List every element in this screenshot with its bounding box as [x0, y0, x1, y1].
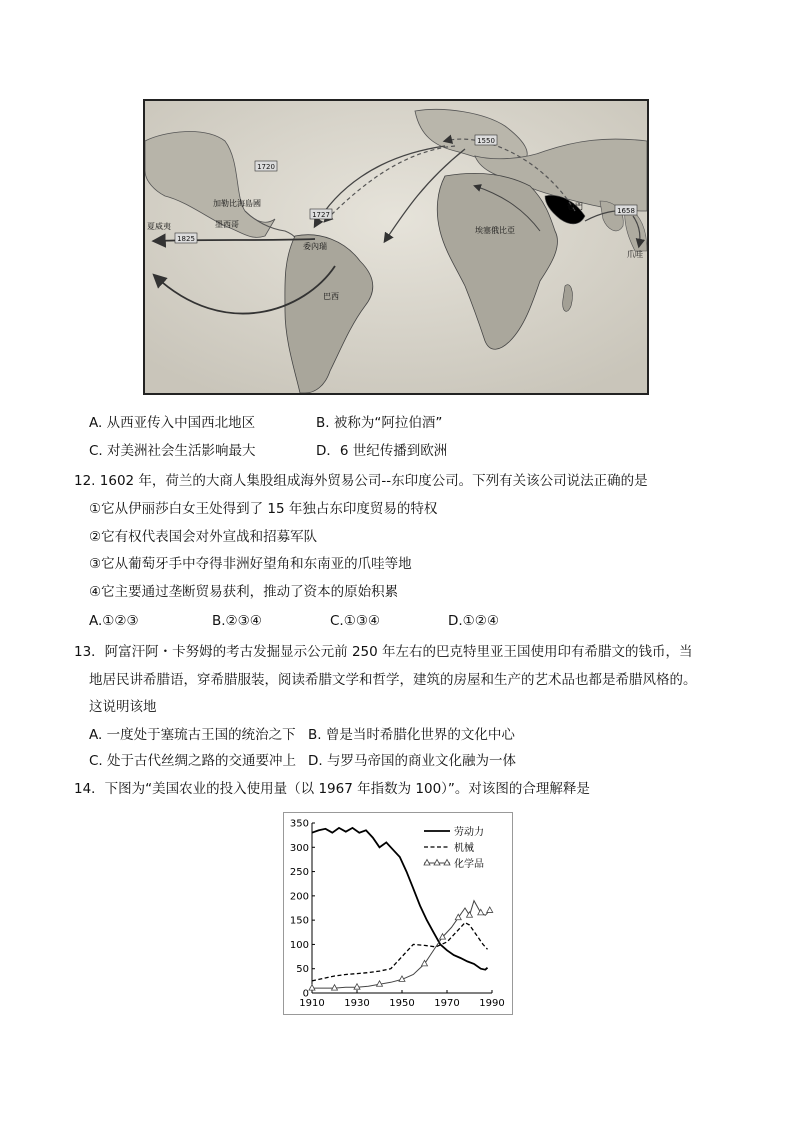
q13-option-b: B. 曾是当时希腊化世界的文化中心 — [308, 727, 515, 743]
q11-option-d: D．6 世纪传播到欧洲 — [316, 443, 448, 459]
year-badge — [255, 161, 277, 171]
q12-item-4: ④它主要通过垄断贸易获利，推动了资本的原始积累 — [89, 584, 399, 600]
q12-option-d: D.①②④ — [448, 613, 499, 629]
legend-triangle — [424, 860, 430, 866]
y-tick-label: 0 — [302, 988, 309, 1000]
q13-stem-line3: 这说明该地 — [89, 699, 157, 715]
y-tick-label: 300 — [289, 842, 309, 854]
q12-item-2: ②它有权代表国会对外宣战和招募军队 — [89, 529, 318, 545]
q12-option-b: B.②③④ — [212, 613, 262, 629]
legend-label: 机械 — [454, 843, 474, 854]
series-point-triangle — [332, 985, 338, 991]
q11-option-b: B. 被称为“阿拉伯酒” — [316, 415, 443, 431]
label-venezuela: 委內瑞 — [303, 242, 327, 251]
series-line-2 — [312, 923, 488, 981]
q13-option-c: C. 处于古代丝绸之路的交通要冲上 — [89, 753, 297, 769]
svg-text:1727: 1727 — [312, 211, 330, 219]
year-badge — [475, 135, 497, 145]
svg-text:1720: 1720 — [257, 163, 275, 171]
svg-text:1658: 1658 — [617, 207, 635, 215]
q12-stem: 12. 1602 年，荷兰的大商人集股组成海外贸易公司--东印度公司。下列有关该公司说法正确的是 — [74, 473, 648, 489]
label-hawaii: 夏威夷 — [147, 222, 171, 231]
x-tick-label: 1970 — [434, 998, 460, 1009]
label-yemen: 也門 — [567, 202, 583, 211]
label-java: 爪哇 — [627, 250, 643, 259]
series-point-triangle — [487, 907, 493, 913]
q11-option-a: A. 从西亚传入中国西北地区 — [89, 415, 256, 431]
map-drawing — [145, 101, 647, 393]
x-tick-label: 1910 — [299, 998, 325, 1009]
q12-item-3: ③它从葡萄牙手中夺得非洲好望角和东南亚的爪哇等地 — [89, 556, 412, 572]
q13-stem-line2: 地居民讲希腊语，穿希腊服装，阅读希腊文学和哲学，建筑的房屋和生产的艺术品也都是希腊风格的。 — [89, 672, 697, 688]
y-tick-label: 100 — [289, 939, 309, 951]
series-point-triangle — [309, 985, 315, 991]
label-mexico: 墨西哥 — [215, 220, 239, 229]
legend-label: 化学品 — [454, 859, 484, 870]
legend-triangle — [444, 860, 450, 866]
y-tick-label: 200 — [289, 891, 309, 903]
label-ethiopia: 埃塞俄比亞 — [475, 226, 515, 235]
svg-text:1825: 1825 — [177, 235, 195, 243]
q13-option-d: D. 与罗马帝国的商业文化融为一体 — [308, 753, 516, 769]
x-tick-label: 1950 — [389, 998, 415, 1009]
x-tick-label: 1990 — [479, 998, 505, 1009]
q11-option-c: C. 对美洲社会生活影响最大 — [89, 443, 256, 459]
coffee-spread-map — [143, 99, 649, 395]
label-brazil: 巴西 — [323, 292, 339, 301]
year-badge — [310, 209, 332, 219]
chart-svg — [284, 813, 512, 1014]
q12-option-c: C.①③④ — [330, 613, 381, 629]
y-tick-label: 250 — [289, 867, 309, 879]
label-caribbean: 加勒比海島國 — [213, 199, 261, 208]
q14-stem: 14．下图为“美国农业的投入使用量（以 1967 年指数为 100）”。对该图的合理解释是 — [74, 781, 590, 797]
legend-label: 劳动力 — [454, 827, 484, 838]
legend-triangle — [434, 860, 440, 866]
year-badge — [615, 205, 637, 215]
y-tick-label: 350 — [289, 818, 309, 830]
svg-text:1550: 1550 — [477, 137, 495, 145]
series-point-triangle — [478, 909, 484, 915]
y-tick-label: 50 — [296, 964, 309, 976]
y-tick-label: 150 — [289, 915, 309, 927]
q13-option-a: A. 一度处于塞琉古王国的统治之下 — [89, 727, 296, 743]
year-badge — [175, 233, 197, 243]
agriculture-input-chart — [283, 812, 513, 1015]
series-point-triangle — [354, 984, 360, 990]
q13-stem-line1: 13．阿富汗阿・卡努姆的考古发掘显示公元前 250 年左右的巴克特里亚王国使用印有希腊文的钱币，当 — [74, 644, 693, 660]
q12-item-1: ①它从伊丽莎白女王处得到了 15 年独占东印度贸易的特权 — [89, 501, 438, 517]
q12-option-a: A.①②③ — [89, 613, 139, 629]
x-tick-label: 1930 — [344, 998, 370, 1009]
